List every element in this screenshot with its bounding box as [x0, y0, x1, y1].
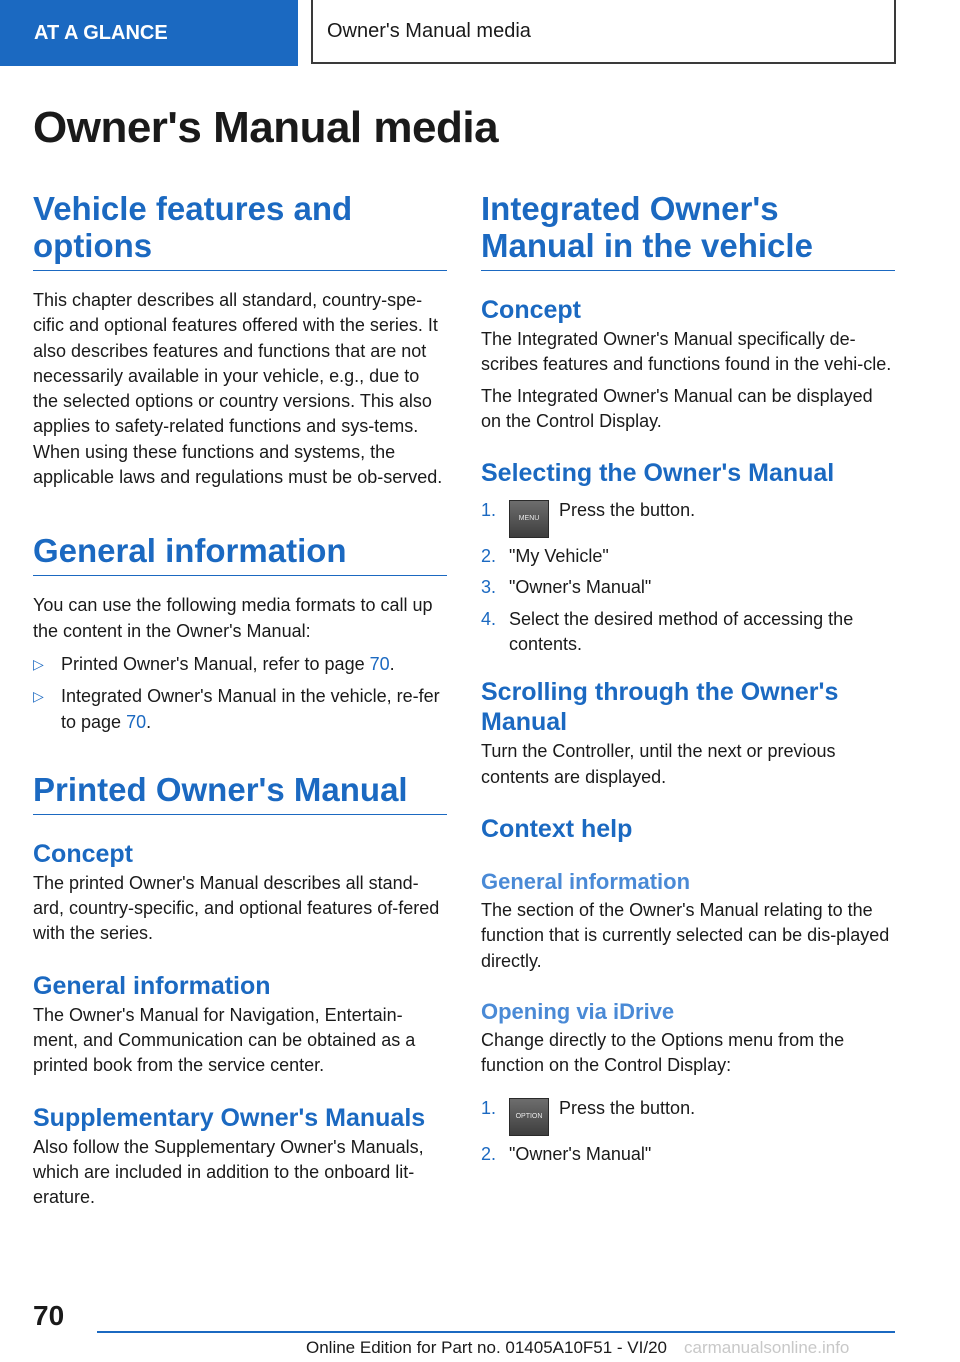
edition-text: Online Edition for Part no. 01405A10F51 - VI/20: [306, 1338, 668, 1357]
step-number: 1.: [481, 1098, 497, 1119]
option-button-icon: OPTION: [509, 1098, 549, 1136]
heading-opening-idrive: Opening via iDrive: [481, 998, 675, 1024]
heading-integrated-concept: Concept: [481, 296, 581, 324]
step-item: [481, 544, 895, 569]
heading-integrated-manual: Integrated Owner's Manual in the vehicle: [481, 190, 895, 271]
step-text: Select the desired method of accessing the contents.: [509, 608, 854, 655]
step-item: [481, 575, 895, 600]
media-format-list: [33, 652, 447, 735]
list-item: [33, 652, 447, 677]
vehicle-features-body: This chapter describes all standard, country-spe-cific and optional features offered with the series. It also describes features and functions that are not necessarily available in your vehicle, e.g., due to the selected options or country versions. This also applies to safety-related functions and sys-tems. When using these functions and systems, the applicable laws and regulations must be ob-served.: [33, 290, 443, 488]
footer-divider: [97, 1331, 895, 1333]
selecting-steps: [481, 498, 895, 657]
scrolling-body: Turn the Controller, until the next or previous contents are displayed.: [481, 741, 836, 787]
header-bar: [0, 0, 960, 66]
context-general-body: The section of the Owner's Manual relating to the function that is currently selected can be dis-played directly.: [481, 899, 890, 971]
step-item: [481, 1096, 895, 1136]
page-link[interactable]: 70: [369, 653, 390, 674]
supplementary-body: Also follow the Supplementary Owner's Manuals, which are included in addition to the onboard lit-erature.: [33, 1136, 424, 1208]
list-item-end: .: [146, 711, 152, 732]
right-column: [481, 190, 895, 1174]
integrated-concept-body-1: The Integrated Owner's Manual specifically de-scribes features and functions found in the vehi-cle.: [481, 329, 892, 375]
step-number: 2.: [481, 546, 497, 567]
step-item: [481, 607, 895, 658]
heading-vehicle-features: Vehicle features and options: [33, 190, 447, 271]
heading-selecting: Selecting the Owner's Manual: [481, 459, 835, 488]
step-item: [481, 1142, 895, 1167]
heading-printed-manual: Printed Owner's Manual: [33, 771, 447, 815]
step-item: [481, 498, 895, 538]
step-text: "Owner's Manual": [509, 1144, 652, 1165]
left-column: [33, 190, 447, 1211]
page-link[interactable]: 70: [126, 711, 147, 732]
chapter-tab: Owner's Manual media: [311, 0, 896, 64]
heading-printed-general: General information: [33, 971, 271, 1000]
step-number: 4.: [481, 608, 497, 629]
printed-general-body: The Owner's Manual for Navigation, Entertain-ment, and Communication can be obtained as a printed book from the service center.: [33, 1004, 416, 1076]
heading-supplementary: Supplementary Owner's Manuals: [33, 1103, 426, 1132]
page-title: Owner's Manual media: [33, 103, 499, 152]
list-item: [33, 684, 447, 735]
heading-context-general: General information: [481, 868, 691, 894]
section-tab[interactable]: AT A GLANCE: [0, 0, 298, 66]
bullet-triangle-icon: ▷: [33, 688, 44, 705]
list-item-end: .: [389, 653, 395, 674]
idrive-steps: [481, 1096, 895, 1167]
heading-general-information: General information: [33, 532, 447, 576]
bullet-triangle-icon: ▷: [33, 655, 44, 672]
watermark-text: carmanualsonline.info: [684, 1338, 850, 1357]
heading-context-help: Context help: [481, 814, 633, 843]
list-item-text: Printed Owner's Manual, refer to page: [61, 653, 370, 674]
step-number: 2.: [481, 1144, 497, 1165]
step-number: 1.: [481, 500, 497, 521]
heading-concept: Concept: [33, 839, 133, 868]
printed-concept-body: The printed Owner's Manual describes all stand-ard, country-specific, and optional features of-fered with the series.: [33, 872, 440, 944]
general-information-body: You can use the following media formats to call up the content in the Owner's Manual:: [33, 595, 433, 641]
step-number: 3.: [481, 577, 497, 598]
step-text: "My Vehicle": [509, 546, 609, 567]
menu-button-icon: MENU: [509, 500, 549, 538]
step-text: "Owner's Manual": [509, 577, 652, 598]
page-number: 70: [33, 1300, 65, 1331]
idrive-body: Change directly to the Options menu from the function on the Control Display:: [481, 1029, 845, 1076]
heading-scrolling: Scrolling through the Owner's Manual: [481, 678, 839, 737]
integrated-concept-body-2: The Integrated Owner's Manual can be displayed on the Control Display.: [481, 385, 873, 431]
list-item-text: Integrated Owner's Manual in the vehicle, re-fer to page: [61, 686, 440, 732]
step-text: Press the button.: [559, 500, 696, 521]
step-text: Press the button.: [559, 1098, 696, 1119]
